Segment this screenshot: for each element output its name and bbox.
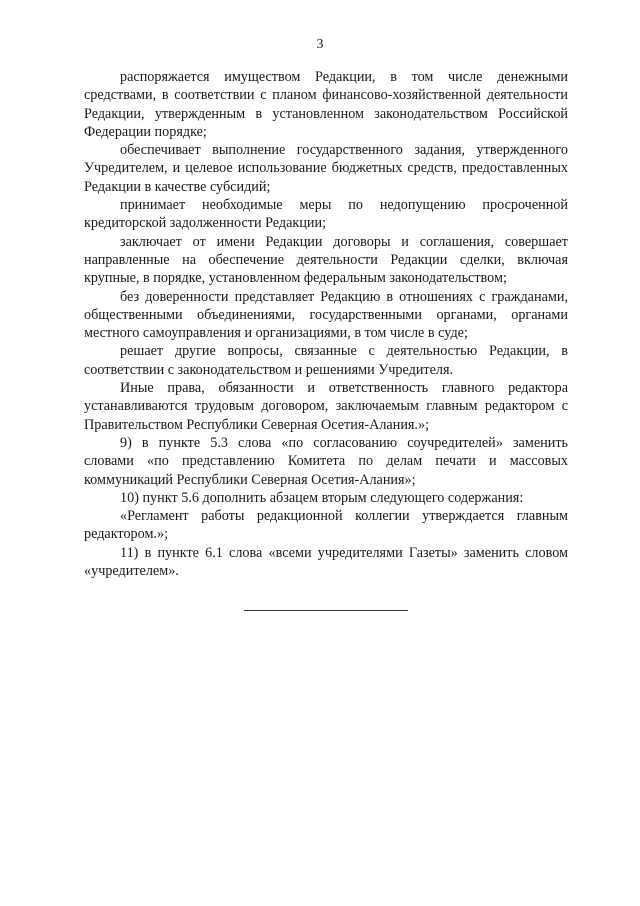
paragraph: обеспечивает выполнение государственного задания, утвержденного Учредителем, и целевое использование бюджетных средств, предоставленных Редакции в качестве субсидий; — [84, 142, 568, 195]
paragraph: 10) пункт 5.6 дополнить абзацем вторым следующего содержания: — [120, 489, 524, 506]
document-body — [84, 68, 568, 580]
paragraph: без доверенности представляет Редакцию в отношениях с гражданами, общественными объединениями, государственными органами, органами местного самоуправления и организациями, в том числе в суде; — [84, 288, 568, 342]
end-separator-line — [244, 610, 408, 611]
paragraph: 9) в пункте 5.3 слова «по согласованию соучредителей» заменить словами «по представлению Комитета по делам печати и массовых коммуникаций Республики Северная Осетия-Алания»; — [84, 434, 568, 488]
paragraph: решает другие вопросы, связанные с деятельностью Редакции, в соответствии с законодательством и решениями Учредителя. — [84, 343, 568, 378]
paragraph: принимает необходимые меры по недопущению просроченной кредиторской задолженности Редакции; — [84, 197, 568, 232]
paragraph: распоряжается имуществом Редакции, в том числе денежными средствами, в соответствии с планом финансово-хозяйственной деятельности Редакции, утвержденным в установленном законодательством Российской Федерации порядке; — [84, 69, 568, 140]
paragraph: заключает от имени Редакции договоры и соглашения, совершает направленные на обеспечение деятельности Редакции сделки, включая крупные, в порядке, установленном федеральным законодательством; — [84, 233, 568, 287]
page-number: 3 — [316, 37, 324, 52]
paragraph: Иные права, обязанности и ответственность главного редактора устанавливаются трудовым договором, заключаемым главным редактором с Правительством Республики Северная Осетия-Алания.»; — [84, 380, 568, 433]
paragraph: 11) в пункте 6.1 слова «всеми учредителями Газеты» заменить словом «учредителем». — [84, 544, 568, 580]
paragraph: «Регламент работы редакционной коллегии утверждается главным редактором.»; — [84, 508, 568, 543]
